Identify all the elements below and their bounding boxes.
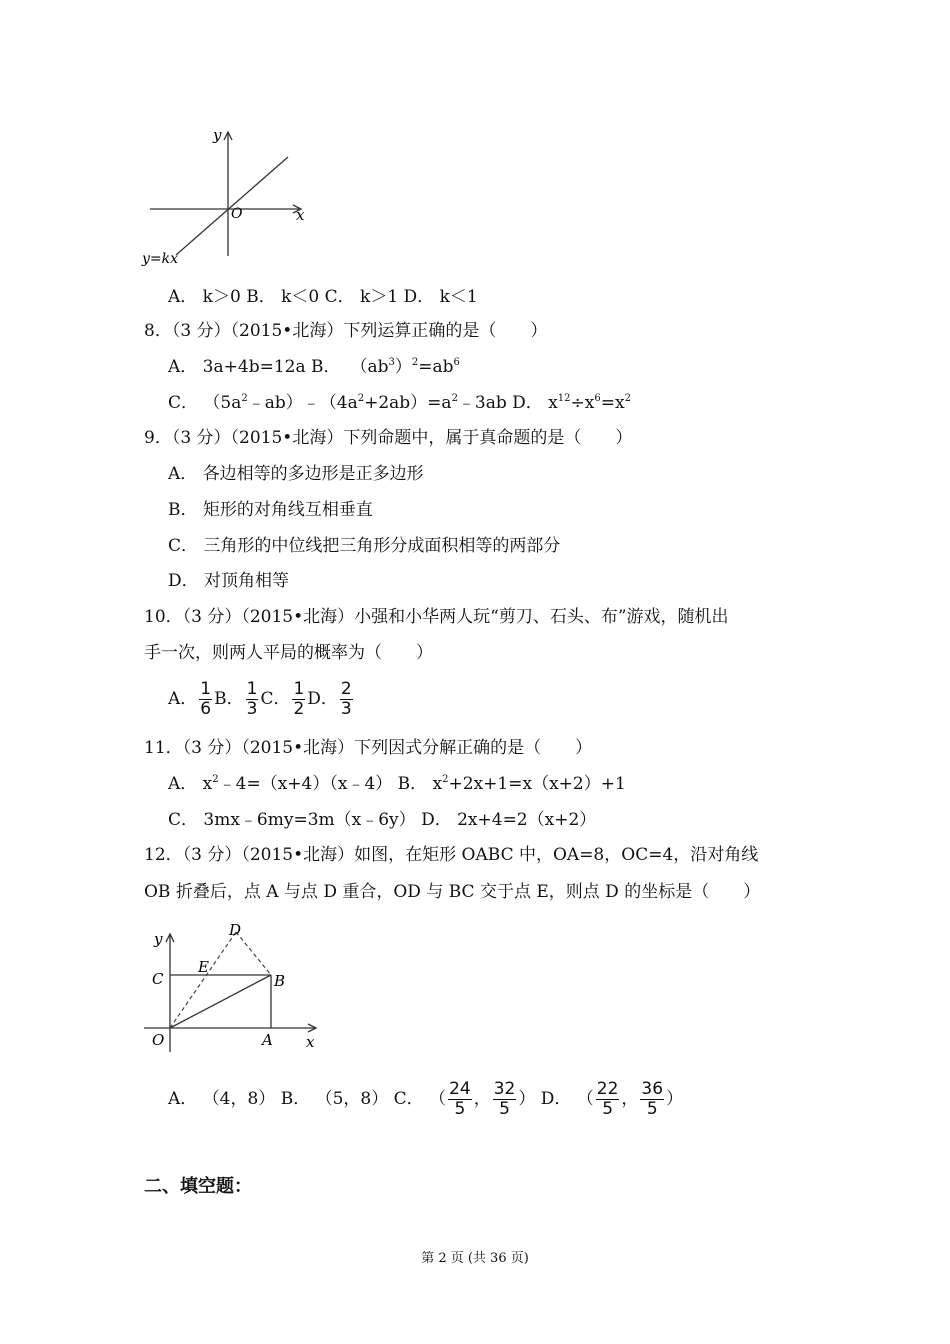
- figure2-label-b: B: [274, 972, 286, 990]
- figure2-label-y: y: [154, 930, 163, 948]
- figure1-y-label: y: [213, 126, 222, 144]
- q12-stem-line1: 12．（3 分）（2015•北海）如图，在矩形 OABC 中，OA=8，OC=4，沿对角线: [144, 845, 759, 865]
- figure2-label-x: x: [306, 1033, 315, 1051]
- figure2-label-a: A: [262, 1031, 273, 1049]
- figure2-label-e: E: [198, 958, 209, 976]
- q10-fraction-d: $\frac{2}{3}$: [340, 679, 352, 719]
- q10-options: A． $\frac{1}{6}$ B． $\frac{1}{3}$ C． $\frac{1}{2}$ D． $\frac{2}{3}$: [168, 679, 352, 719]
- q10-stem-line2: 手一次，则两人平局的概率为（ ）: [144, 643, 433, 663]
- figure2-axes: [144, 934, 316, 1052]
- figure1-x-label: x: [296, 206, 305, 224]
- q8-stem: 8．（3 分）（2015•北海）下列运算正确的是（ ）: [144, 321, 548, 341]
- figure1-origin-label: O: [231, 206, 243, 222]
- q11-stem: 11．（3 分）（2015•北海）下列因式分解正确的是（ ）: [144, 738, 593, 758]
- q9-option-d: D． 对顶角相等: [168, 571, 290, 591]
- q10-fraction-a: $\frac{1}{6}$: [200, 679, 212, 719]
- figure2-label-d: D: [229, 921, 242, 939]
- q7-options: A． k＞0 B． k＜0 C． k＞1 D． k＜1: [168, 287, 478, 307]
- page-footer: 第 2 页 (共 36 页): [421, 1251, 529, 1266]
- q11-options-ab: A． $x^2﹣4=(x+4)(x﹣4)$ B． $x^2+2x+1=x(x+2)+1$: [168, 774, 626, 794]
- figure2-label-c: C: [152, 970, 164, 988]
- q12-fraction-d1: $\frac{22}{5}$: [596, 1079, 619, 1119]
- linear-function-figure: [140, 120, 320, 270]
- q9-option-a: A． 各边相等的多边形是正多边形: [168, 464, 424, 484]
- figure2-fold-lines: [170, 932, 271, 1028]
- q12-fraction-d2: $\frac{36}{5}$: [641, 1079, 664, 1119]
- figure2-diagonal-ob: [170, 975, 271, 1028]
- q8-options-ab: [168, 356, 460, 378]
- q12-fraction-c2: $\frac{32}{5}$: [493, 1079, 516, 1119]
- q10-stem-line1: 10．（3 分）（2015•北海）小强和小华两人玩“剪刀、石头、布”游戏，随机出: [144, 607, 729, 627]
- q10-fraction-c: $\frac{1}{2}$: [293, 679, 305, 719]
- q9-option-c: C． 三角形的中位线把三角形分成面积相等的两部分: [168, 536, 561, 556]
- figure1-line-label: y=kx: [142, 251, 179, 267]
- rectangle-fold-figure: [140, 918, 330, 1053]
- q12-options: A． （4，8） B． （5，8） C． （ $\frac{24}{5}$ ， $\frac{32}{5}$ ） D． （ $\frac{22}{5}$ ， $\frac{36}{5}$ ）: [168, 1079, 684, 1119]
- q8-options-cd: C． $(5a^2﹣ab)﹣(4a^2+2ab)=a^2﹣3ab$ D． $x^{12}\div x^6=x^2$: [168, 393, 631, 413]
- q10-fraction-b: $\frac{1}{3}$: [246, 679, 258, 719]
- figure2-segment-od: [170, 932, 236, 1028]
- figure2-segment-db: [236, 932, 271, 975]
- section-title-fill-in: 二、填空题：: [144, 1176, 252, 1197]
- q8-option-b: $(ab^3)^2=ab^6$: [350, 357, 460, 377]
- q9-stem: 9．（3 分）（2015•北海）下列命题中，属于真命题的是（ ）: [144, 428, 633, 448]
- q12-stem-line2: OB 折叠后，点 A 与点 D 重合，OD 与 BC 交于点 E，则点 D 的坐标是（ ）: [144, 882, 761, 902]
- figure2-rectangle: [170, 975, 271, 1028]
- q12-fraction-c1: $\frac{24}{5}$: [449, 1079, 471, 1119]
- q11-options-cd: C． 3mx﹣6my=3m（x﹣6y） D． 2x+4=2（x+2）: [168, 810, 597, 830]
- figure1-axes: [150, 132, 301, 256]
- q8-option-a: A． 3a+4b=12a B．: [168, 357, 341, 377]
- figure2-label-o: O: [152, 1031, 165, 1049]
- q9-option-b: B． 矩形的对角线互相垂直: [168, 500, 373, 520]
